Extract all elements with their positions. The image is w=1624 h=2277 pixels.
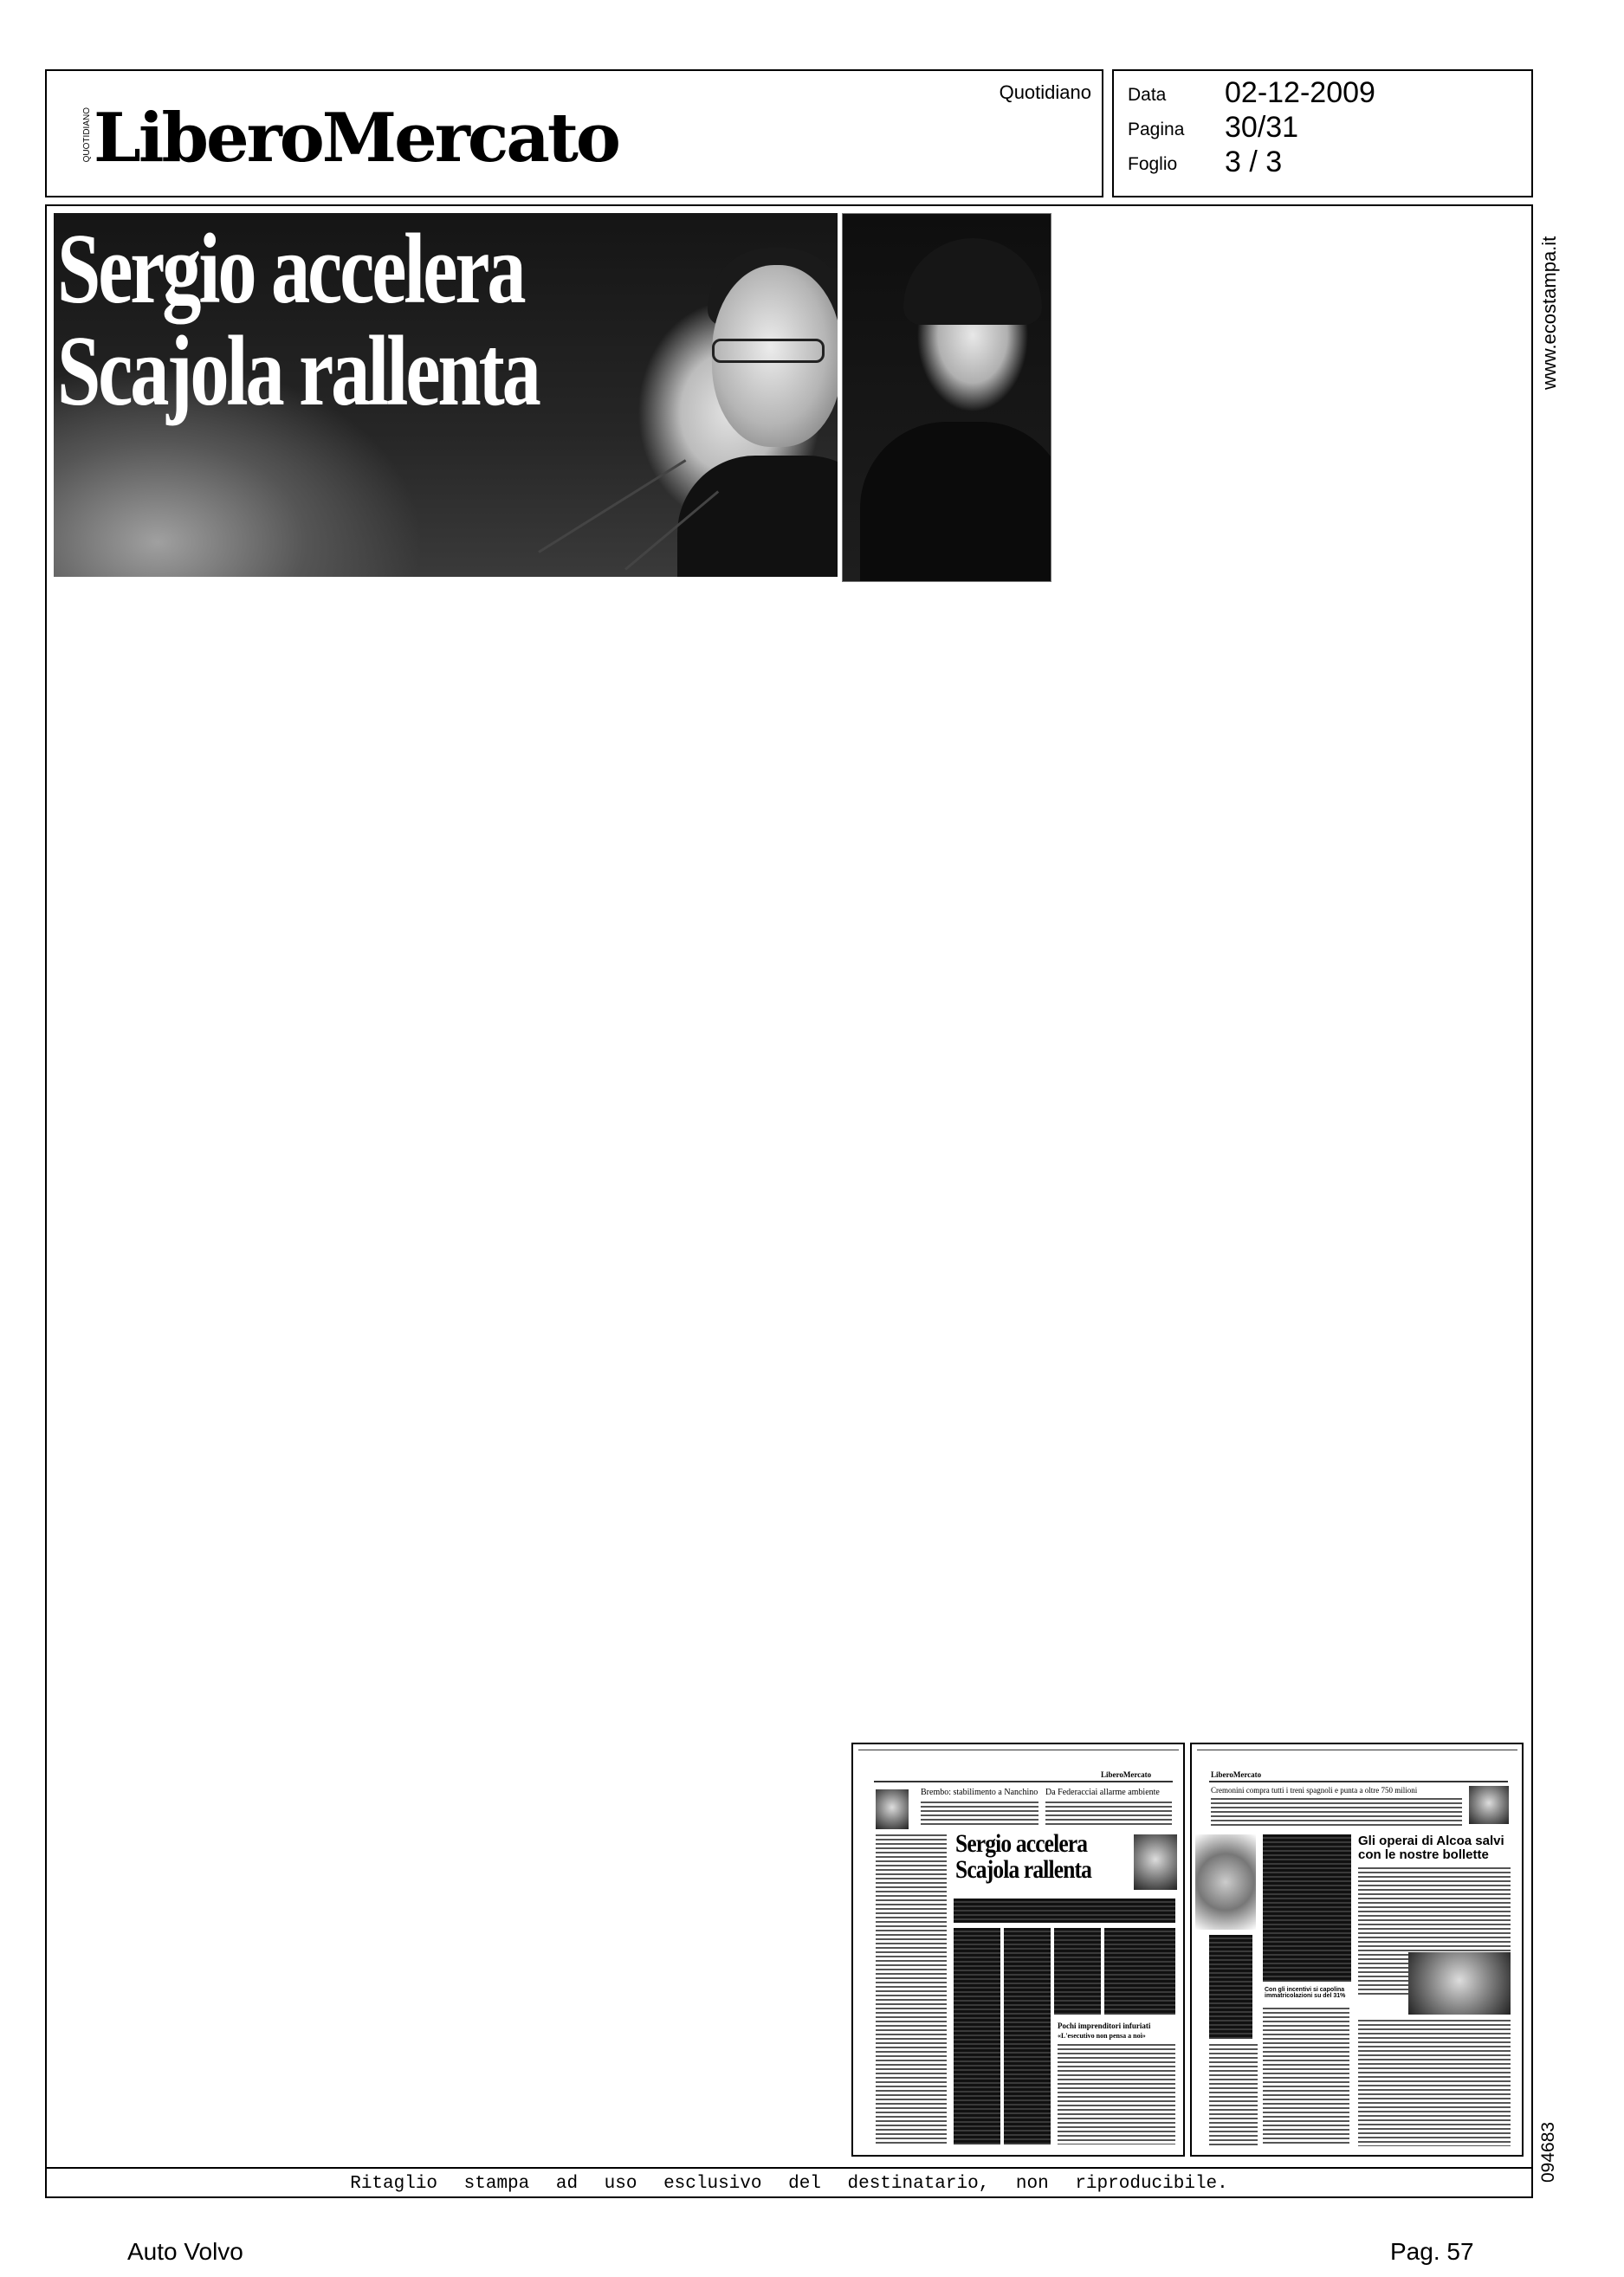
photo-glasses [712,339,825,363]
thumb-photo [1469,1786,1509,1824]
thumb-text-block [876,1834,947,2146]
thumb-masthead: LiberoMercato [1101,1770,1152,1779]
thumb-box-headline [1265,1987,1345,1999]
meta-value: 02-12-2009 [1225,76,1375,109]
thumb-text-block [1211,1798,1462,1827]
thumb-headline: Da Federacciai allarme ambiente [1045,1788,1160,1797]
website-watermark: www.ecostampa.it [1538,236,1560,390]
thumb-headline-line: immatricolazioni su del 31% [1265,1993,1346,1999]
masthead-box [45,69,1103,197]
headline-line-1: Sergio accelera [57,214,524,325]
meta-value: 30/31 [1225,111,1299,144]
reproduction-notice: Ritaglio stampa ad uso esclusivo del destinatario, non riproducibile. [350,2174,1228,2194]
logo-text: LiberoMercato [94,99,618,178]
article-portrait-image [842,213,1051,582]
thumb-subheadline: «L'esecutivo non pensa a noi» [1058,2032,1146,2040]
thumb-dark-band [954,1899,1175,1923]
publication-type: Quotidiano [999,81,1091,103]
thumb-rule [874,1781,1173,1782]
thumb-subheadline: Pochi imprenditori infuriati [1058,2021,1151,2030]
thumb-text-block [1058,2044,1175,2144]
thumb-headline: Brembo: stabilimento a Nanchino [921,1788,1038,1797]
meta-label: Data [1128,85,1167,105]
thumb-headline-line: Scajola rallenta [955,1855,1092,1884]
thumb-masthead: LiberoMercato [1211,1770,1262,1779]
thumb-dark-column [1054,1928,1101,2015]
article-headline [57,214,539,427]
meta-label: Foglio [1128,154,1178,174]
thumb-dark-column [1209,1935,1252,2039]
thumb-dark-image [1263,1834,1351,1982]
microphone-icon [538,459,686,553]
thumb-photo [1408,1952,1511,2015]
thumb-photo [1195,1834,1256,1930]
logo-tagline: QUOTIDIANO [82,107,92,163]
footer-page-number: Pag. 57 [1390,2238,1474,2265]
page-thumbnail-right [1190,1743,1524,2157]
thumb-photo [1134,1834,1177,1890]
thumb-top-headline: Cremonini compra tutti i treni spagnoli e punta a oltre 750 milioni [1211,1786,1418,1795]
page-thumbnail-left [851,1743,1185,2157]
meta-label: Pagina [1128,120,1185,139]
thumb-text-block [1358,2020,1511,2146]
thumb-dark-column [1104,1928,1175,2015]
meta-value: 3 / 3 [1225,146,1283,178]
headline-line-2: Scajola rallenta [57,316,539,427]
photo-sweater [677,456,838,577]
photo-sweater [860,422,1051,582]
thumb-headline-line: con le nostre bollette [1358,1847,1489,1862]
thumb-photo [876,1789,909,1829]
article-hero-image [54,213,838,577]
thumb-dark-column [954,1928,1000,2144]
photo-hair [903,238,1042,325]
clipping-code: 094683 [1538,2121,1558,2183]
thumb-text-block [1263,2008,1349,2146]
footer-topic: Auto Volvo [127,2238,243,2265]
thumb-main-headline [1358,1834,1504,1862]
metadata-box [1112,69,1533,197]
thumb-rule [1209,1781,1508,1782]
thumb-dark-column [1004,1928,1051,2144]
thumb-headline-line: Sergio accelera [955,1829,1088,1858]
frame-divider [45,2167,1533,2169]
thumb-text-block [921,1802,1038,1827]
thumb-text-block [1045,1802,1172,1827]
thumb-main-headline [955,1831,1091,1883]
thumb-headline-line: Con gli incentivi si capolina [1265,1987,1345,1993]
newspaper-logo [81,95,618,182]
thumb-text-block [1209,2044,1258,2146]
thumb-headline-line: Gli operai di Alcoa salvi [1358,1834,1504,1848]
